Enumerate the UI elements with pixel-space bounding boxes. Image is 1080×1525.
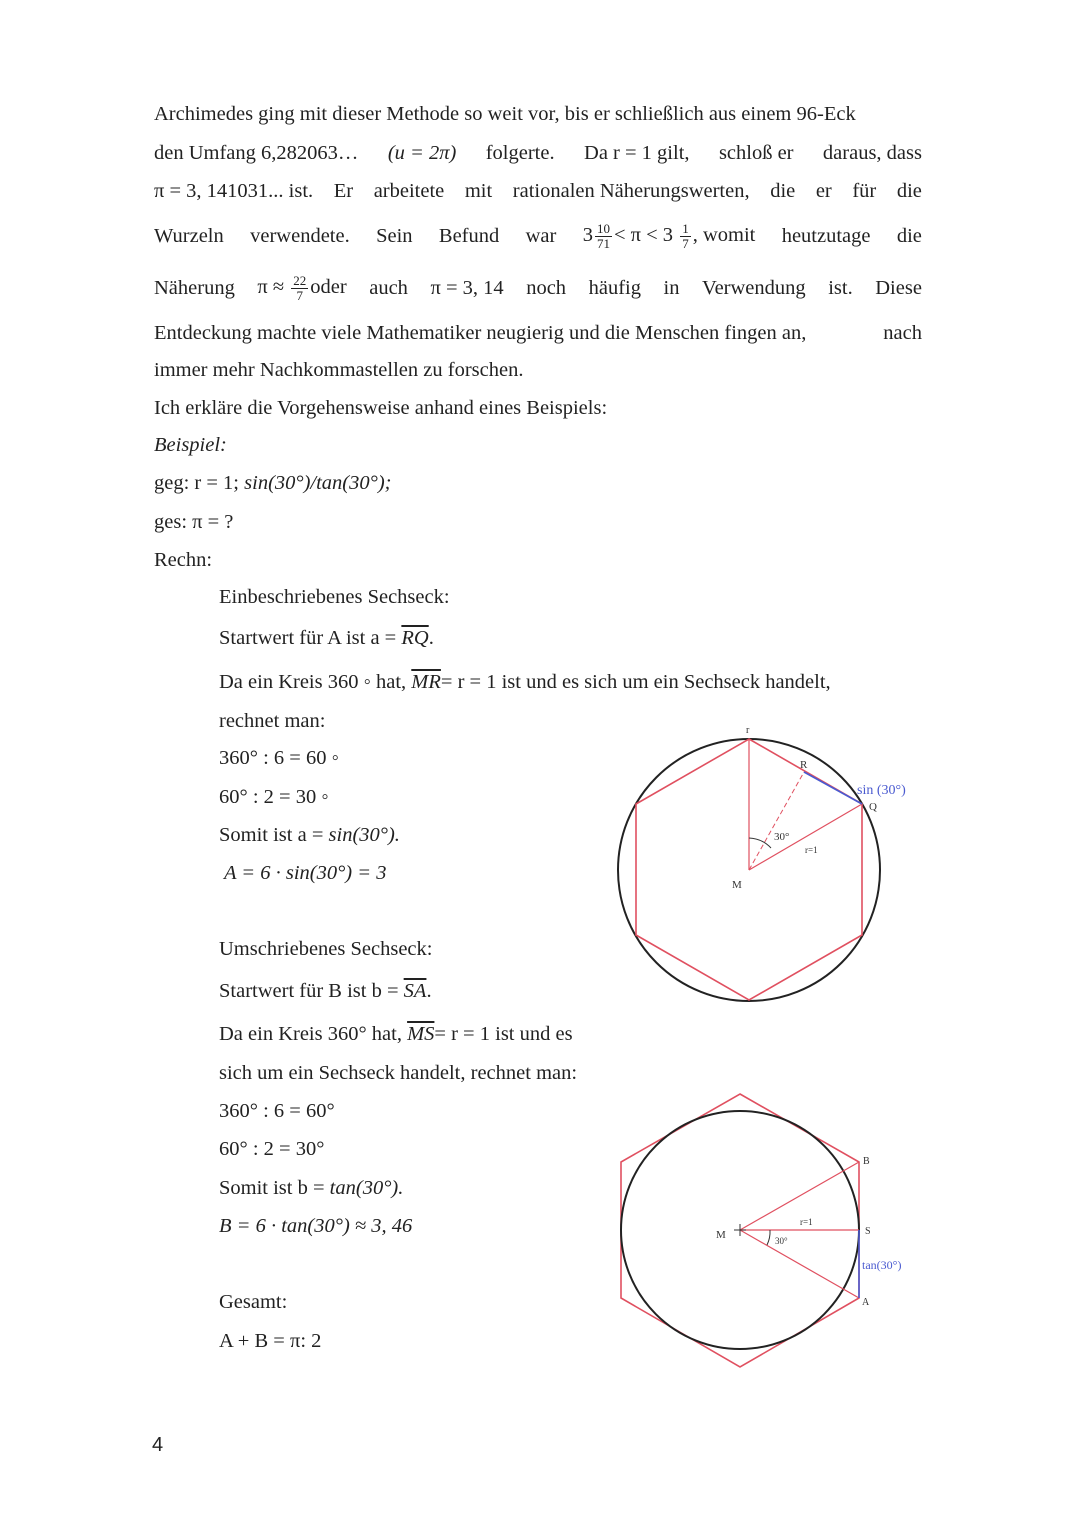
fraction-denominator: 7 [682,235,689,251]
label-sin: sin (30°) [857,783,906,798]
label-b-point: B [863,1156,870,1167]
segment-rq: $\overline{RQ}$ [401,627,429,649]
text-segment: schloß er [718,142,794,164]
text-segment: Startwert für A ist a = [219,627,397,649]
inscribed-area: A = 6 · sin(30°) = 3 [224,862,387,884]
text-segment: arbeitete [373,180,445,202]
text-segment: ist. [828,276,853,299]
label-angle: 30° [775,1236,788,1246]
text-segment: nach [883,322,922,344]
text-segment: folgerte. [485,142,555,164]
calculation-heading: Rechn: [154,549,213,571]
text-segment: rationalen Näherungswerten, [512,180,750,202]
text-segment: häufig [588,276,641,299]
text-segment: daraus, dass [822,142,922,164]
formula-segment: sin(30°). [328,824,400,846]
text-segment: Entdeckung machte viele Mathematiker neugierig und die Menschen fingen an, [154,322,807,344]
text-segment: Somit ist a = [219,824,324,846]
text-line-7: immer mehr Nachkommastellen zu forschen. [154,359,524,381]
circumscribed-circle-line-2: sich um ein Sechseck handelt, rechnet man: [219,1062,578,1084]
circumscribed-step-1: 360° : 6 = 60° [219,1100,335,1122]
text-segment: Diese [875,276,922,299]
inscribed-title: Einbeschriebenes Sechseck: [219,586,450,608]
total-title: Gesamt: [219,1291,288,1313]
label-m-point: M [732,879,742,891]
circumscribed-step-2: 60° : 2 = 30° [219,1138,325,1160]
text-segment: Verwendung [702,276,806,299]
inscribed-calc-intro: rechnet man: [219,710,326,732]
label-angle: 30° [774,831,790,843]
segment-mr: $\overline{MR}$ [411,671,441,693]
fraction-denominator: 7 [296,287,303,303]
label-a-point: A [862,1297,870,1308]
text-segment: , womit [692,223,756,246]
text-segment: er [815,180,832,202]
total-formula: A + B = π: 2 [219,1330,322,1352]
label-q-point: Q [869,801,877,813]
text-segment: heutzutage [781,224,871,247]
text-segment: Da r = 1 gilt, [584,142,690,164]
angle-arc [767,1230,770,1245]
text-segment: Somit ist b = [219,1177,325,1199]
label-radius: r=1 [800,1217,813,1227]
text-segment: Da ein Kreis 360 ◦ hat, [219,671,407,693]
fraction-denominator: 71 [596,235,610,251]
label-r-point: R [800,759,808,771]
text-segment: Startwert für B ist b = [219,980,399,1002]
text-segment: Archimedes ging mit dieser Methode so weit vor, bis er schließlich aus einem 96-Eck [154,103,856,125]
label-m-point: M [716,1229,726,1241]
page-number: 4 [152,1434,164,1456]
text-segment: Da ein Kreis 360° hat, [219,1023,402,1045]
text-segment: Wurzeln [154,224,224,247]
text-segment: Näherung [154,276,235,299]
formula-segment: tan(30°). [329,1177,404,1199]
text-segment: noch [526,276,567,299]
text-segment: die [770,180,796,202]
text-segment: in [663,276,680,299]
sought-line: ges: π = ? [154,511,234,533]
text-segment: mit [464,180,493,202]
inequality: < π < 3 [613,223,674,246]
text-segment: war [525,224,557,247]
inscribed-step-2: 60° : 2 = 30 ◦ [219,786,329,808]
text-segment: π = 3, 141031... ist. [154,180,314,202]
text-segment: die [896,180,922,202]
segment-sa: $\overline{SA}$ [403,980,427,1002]
label-top: r [746,725,750,736]
fraction-numerator: 22 [293,272,307,288]
approx-symbol: π ≈ [257,275,285,298]
text-segment: . [426,980,432,1002]
text-segment: auch [369,276,408,299]
text-segment: = r = 1 ist und es sich um ein Sechseck handelt, [440,671,831,693]
bound-integer: 3 [582,223,593,246]
circumscribed-title: Umschriebenes Sechseck: [219,938,433,960]
text-segment: die [896,224,922,247]
fraction-numerator: 1 [682,220,689,236]
text-segment: Sein [376,224,413,247]
text-segment: verwendete. [250,224,350,247]
label-s-point: S [865,1226,871,1237]
text-line-8: Ich erkläre die Vorgehensweise anhand eines Beispiels: [154,397,608,419]
text-segment: π = 3, 14 [430,276,504,299]
text-segment: den Umfang 6,282063… [154,142,359,164]
text-segment: oder [310,275,347,298]
text-segment: = r = 1 ist und es [434,1023,573,1045]
given-formula: sin(30°)/tan(30°); [244,472,392,494]
formula-segment: (u = 2π) [387,142,457,164]
text-segment: Befund [438,224,500,247]
example-heading: Beispiel: [154,434,227,456]
fraction-numerator: 10 [596,220,610,236]
text-segment: Er [333,180,354,202]
text-segment: für [852,180,877,202]
inscribed-step-1: 360° : 6 = 60 ◦ [219,747,339,769]
label-tan: tan(30°) [862,1258,902,1272]
given-label: geg: r = 1; [154,472,240,494]
segment-ms: $\overline{MS}$ [407,1023,435,1045]
label-radius: r=1 [805,845,818,855]
circumscribed-area: B = 6 · tan(30°) ≈ 3, 46 [219,1215,413,1237]
radius-line-a [740,1230,859,1298]
text-segment: . [428,627,434,649]
